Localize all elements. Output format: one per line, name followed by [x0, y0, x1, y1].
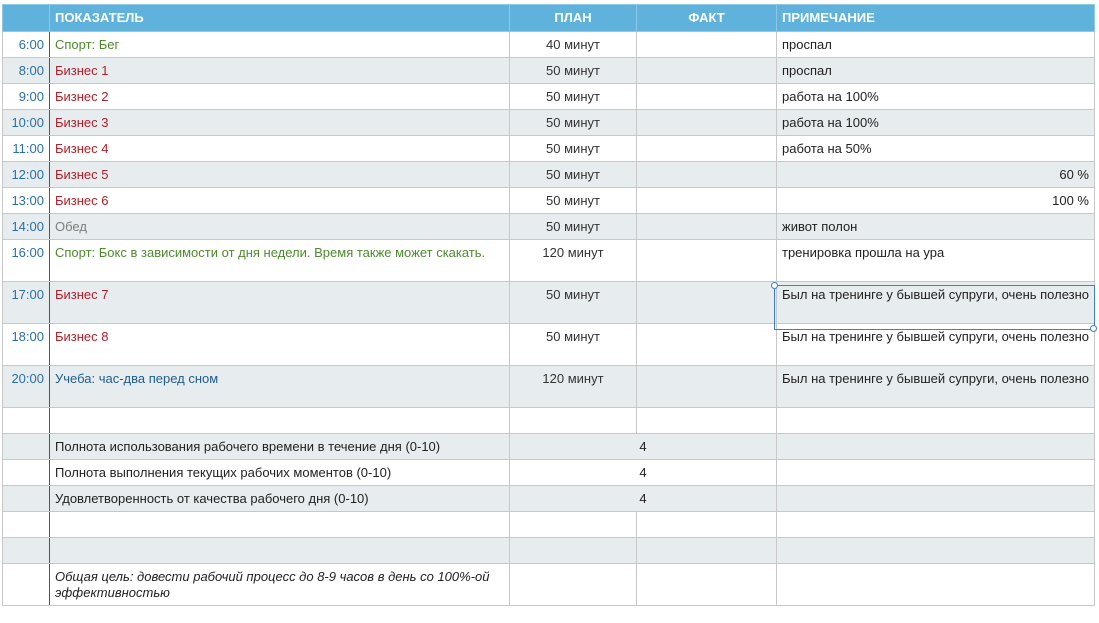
empty-cell[interactable] — [510, 408, 637, 434]
fact-cell[interactable] — [637, 214, 777, 240]
indicator-cell[interactable]: Бизнес 7 — [50, 282, 510, 324]
fact-cell[interactable] — [637, 58, 777, 84]
empty-cell[interactable] — [3, 564, 50, 606]
plan-cell[interactable]: 120 минут — [510, 366, 637, 408]
empty-cell[interactable] — [637, 538, 777, 564]
time-cell[interactable]: 12:00 — [3, 162, 50, 188]
header-note[interactable]: ПРИМЕЧАНИЕ — [777, 5, 1095, 32]
note-cell[interactable]: 60 % — [777, 162, 1095, 188]
indicator-cell[interactable]: Бизнес 6 — [50, 188, 510, 214]
fact-cell[interactable] — [637, 32, 777, 58]
time-cell[interactable]: 10:00 — [3, 110, 50, 136]
metric-label[interactable]: Полнота использования рабочего времени в течение дня (0-10) — [50, 434, 510, 460]
empty-cell[interactable] — [510, 512, 637, 538]
plan-cell[interactable]: 50 минут — [510, 324, 637, 366]
empty-cell[interactable] — [3, 408, 50, 434]
indicator-cell[interactable]: Бизнес 5 — [50, 162, 510, 188]
empty-cell[interactable] — [510, 538, 637, 564]
note-cell[interactable]: 100 % — [777, 188, 1095, 214]
fact-cell[interactable] — [637, 110, 777, 136]
header-row — [3, 5, 1095, 32]
goal-cell[interactable]: Общая цель: довести рабочий процесс до 8-9 часов в день со 100%-ой эффективностью — [50, 564, 510, 606]
table-row — [3, 240, 1095, 282]
plan-cell[interactable]: 120 минут — [510, 240, 637, 282]
fact-cell[interactable] — [637, 324, 777, 366]
plan-cell[interactable]: 50 минут — [510, 84, 637, 110]
spreadsheet-table — [2, 4, 1095, 606]
empty-cell[interactable] — [50, 512, 510, 538]
metric-row — [3, 434, 1095, 460]
metric-row — [3, 460, 1095, 486]
time-cell[interactable]: 9:00 — [3, 84, 50, 110]
indicator-cell[interactable]: Бизнес 4 — [50, 136, 510, 162]
table-row — [3, 58, 1095, 84]
plan-cell[interactable]: 50 минут — [510, 136, 637, 162]
empty-cell[interactable] — [3, 460, 50, 486]
empty-cell[interactable] — [3, 434, 50, 460]
header-plan[interactable]: ПЛАН — [510, 5, 637, 32]
empty-cell[interactable] — [777, 460, 1095, 486]
indicator-cell[interactable]: Бизнес 2 — [50, 84, 510, 110]
note-cell[interactable]: живот полон — [777, 214, 1095, 240]
table-row — [3, 32, 1095, 58]
fact-cell[interactable] — [637, 84, 777, 110]
note-cell[interactable]: работа на 100% — [777, 110, 1095, 136]
table-row — [3, 162, 1095, 188]
note-cell-selected[interactable]: Был на тренинге у бывшей супруги, очень полезно — [777, 282, 1095, 324]
metric-label[interactable]: Полнота выполнения текущих рабочих моментов (0-10) — [50, 460, 510, 486]
fact-cell[interactable] — [637, 282, 777, 324]
note-cell[interactable]: Был на тренинге у бывшей супруги, очень полезно — [777, 366, 1095, 408]
time-cell[interactable]: 13:00 — [3, 188, 50, 214]
table-row — [3, 366, 1095, 408]
plan-cell[interactable]: 50 минут — [510, 110, 637, 136]
time-cell[interactable]: 17:00 — [3, 282, 50, 324]
fact-cell[interactable] — [637, 366, 777, 408]
empty-row — [3, 512, 1095, 538]
table-row — [3, 188, 1095, 214]
empty-cell[interactable] — [637, 512, 777, 538]
metric-value[interactable]: 4 — [510, 460, 777, 486]
empty-cell[interactable] — [3, 486, 50, 512]
empty-cell[interactable] — [637, 564, 777, 606]
time-cell[interactable]: 11:00 — [3, 136, 50, 162]
empty-cell[interactable] — [3, 538, 50, 564]
note-cell[interactable]: работа на 100% — [777, 84, 1095, 110]
table-row — [3, 110, 1095, 136]
indicator-cell[interactable]: Спорт: Бег — [50, 32, 510, 58]
time-cell[interactable]: 14:00 — [3, 214, 50, 240]
empty-cell[interactable] — [50, 538, 510, 564]
fact-cell[interactable] — [637, 188, 777, 214]
indicator-cell[interactable]: Бизнес 1 — [50, 58, 510, 84]
note-cell[interactable]: проспал — [777, 58, 1095, 84]
table-row — [3, 214, 1095, 240]
empty-cell[interactable] — [637, 408, 777, 434]
table-row — [3, 282, 1095, 324]
table-row — [3, 84, 1095, 110]
note-cell[interactable]: тренировка прошла на ура — [777, 240, 1095, 282]
empty-cell[interactable] — [777, 564, 1095, 606]
table-row — [3, 324, 1095, 366]
header-indicator[interactable]: ПОКАЗАТЕЛЬ — [50, 5, 510, 32]
note-cell[interactable]: работа на 50% — [777, 136, 1095, 162]
table-row — [3, 136, 1095, 162]
empty-row — [3, 538, 1095, 564]
fact-cell[interactable] — [637, 162, 777, 188]
time-cell[interactable]: 8:00 — [3, 58, 50, 84]
header-fact[interactable]: ФАКТ — [637, 5, 777, 32]
empty-cell[interactable] — [777, 512, 1095, 538]
plan-cell[interactable]: 50 минут — [510, 282, 637, 324]
note-cell[interactable]: проспал — [777, 32, 1095, 58]
time-cell[interactable]: 6:00 — [3, 32, 50, 58]
empty-row — [3, 408, 1095, 434]
indicator-cell[interactable]: Бизнес 3 — [50, 110, 510, 136]
time-cell[interactable]: 16:00 — [3, 240, 50, 282]
empty-cell[interactable] — [3, 512, 50, 538]
plan-cell[interactable]: 40 минут — [510, 32, 637, 58]
empty-cell[interactable] — [50, 408, 510, 434]
metric-value[interactable]: 4 — [510, 434, 777, 460]
plan-cell[interactable]: 50 минут — [510, 214, 637, 240]
selection-handle-top-left[interactable] — [771, 282, 778, 289]
time-cell[interactable]: 18:00 — [3, 324, 50, 366]
indicator-cell[interactable]: Бизнес 8 — [50, 324, 510, 366]
indicator-cell[interactable]: Спорт: Бокс в зависимости от дня недели. Время также может скакать. — [50, 240, 510, 282]
empty-cell[interactable] — [777, 486, 1095, 512]
goal-row — [3, 564, 1095, 606]
empty-cell[interactable] — [777, 538, 1095, 564]
metric-label[interactable]: Удовлетворенность от качества рабочего дня (0-10) — [50, 486, 510, 512]
note-cell[interactable]: Был на тренинге у бывшей супруги, очень полезно — [777, 324, 1095, 366]
empty-cell[interactable] — [777, 408, 1095, 434]
plan-cell[interactable]: 50 минут — [510, 162, 637, 188]
indicator-cell[interactable]: Обед — [50, 214, 510, 240]
empty-cell[interactable] — [510, 564, 637, 606]
fact-cell[interactable] — [637, 136, 777, 162]
fact-cell[interactable] — [637, 240, 777, 282]
selection-handle-bottom-right[interactable] — [1090, 325, 1097, 332]
metric-row — [3, 486, 1095, 512]
header-time[interactable] — [3, 5, 50, 32]
indicator-cell[interactable]: Учеба: час-два перед сном — [50, 366, 510, 408]
plan-cell[interactable]: 50 минут — [510, 188, 637, 214]
time-cell[interactable]: 20:00 — [3, 366, 50, 408]
empty-cell[interactable] — [777, 434, 1095, 460]
metric-value[interactable]: 4 — [510, 486, 777, 512]
plan-cell[interactable]: 50 минут — [510, 58, 637, 84]
